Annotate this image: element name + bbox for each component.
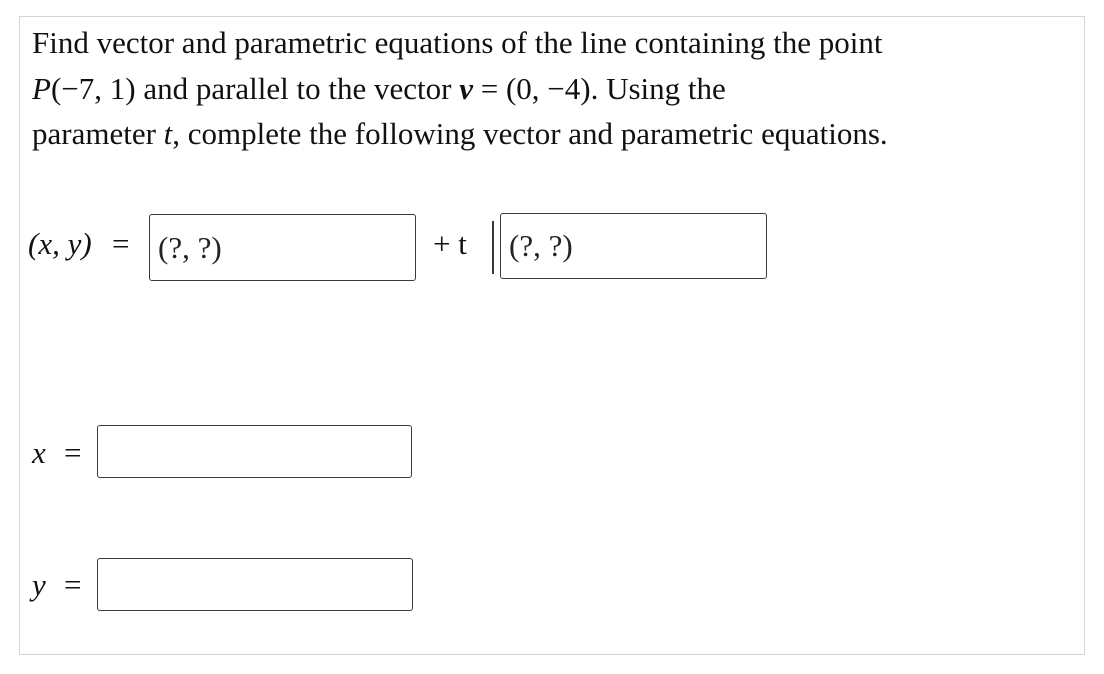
param-x-input[interactable] <box>97 425 412 478</box>
question-text <box>32 20 1072 157</box>
plus-t-label <box>433 226 467 262</box>
question-part1: Find vector and parametric equations of the line containing the point <box>32 25 883 60</box>
question-part3: . Using the <box>590 70 726 106</box>
point-name: P <box>32 70 51 106</box>
vector-eq-lhs: (x, y) <box>28 226 92 261</box>
param-name: t <box>163 116 173 151</box>
question-part2: and parallel to the vector <box>135 70 460 106</box>
vector-eq-equals: = <box>112 226 130 261</box>
param-x-var: x <box>32 435 46 470</box>
question-part5: , complete the following vector and parametric equations. <box>172 116 888 151</box>
question-part4: parameter <box>32 116 164 151</box>
point-coords: (−7, 1) <box>50 70 136 106</box>
vector-coords: (0, −4) <box>505 70 591 106</box>
param-y-equals: = <box>64 567 82 602</box>
param-y-var: y <box>32 567 46 602</box>
vector-name: v <box>459 70 473 106</box>
plus-t-text: + t <box>433 226 467 261</box>
direction-vector-input[interactable] <box>500 213 767 279</box>
separator-bar <box>492 221 494 274</box>
param-x-equals: = <box>64 435 82 470</box>
vector-equals: = <box>472 70 506 106</box>
point-vector-input[interactable] <box>149 214 416 281</box>
param-y-input[interactable] <box>97 558 413 611</box>
